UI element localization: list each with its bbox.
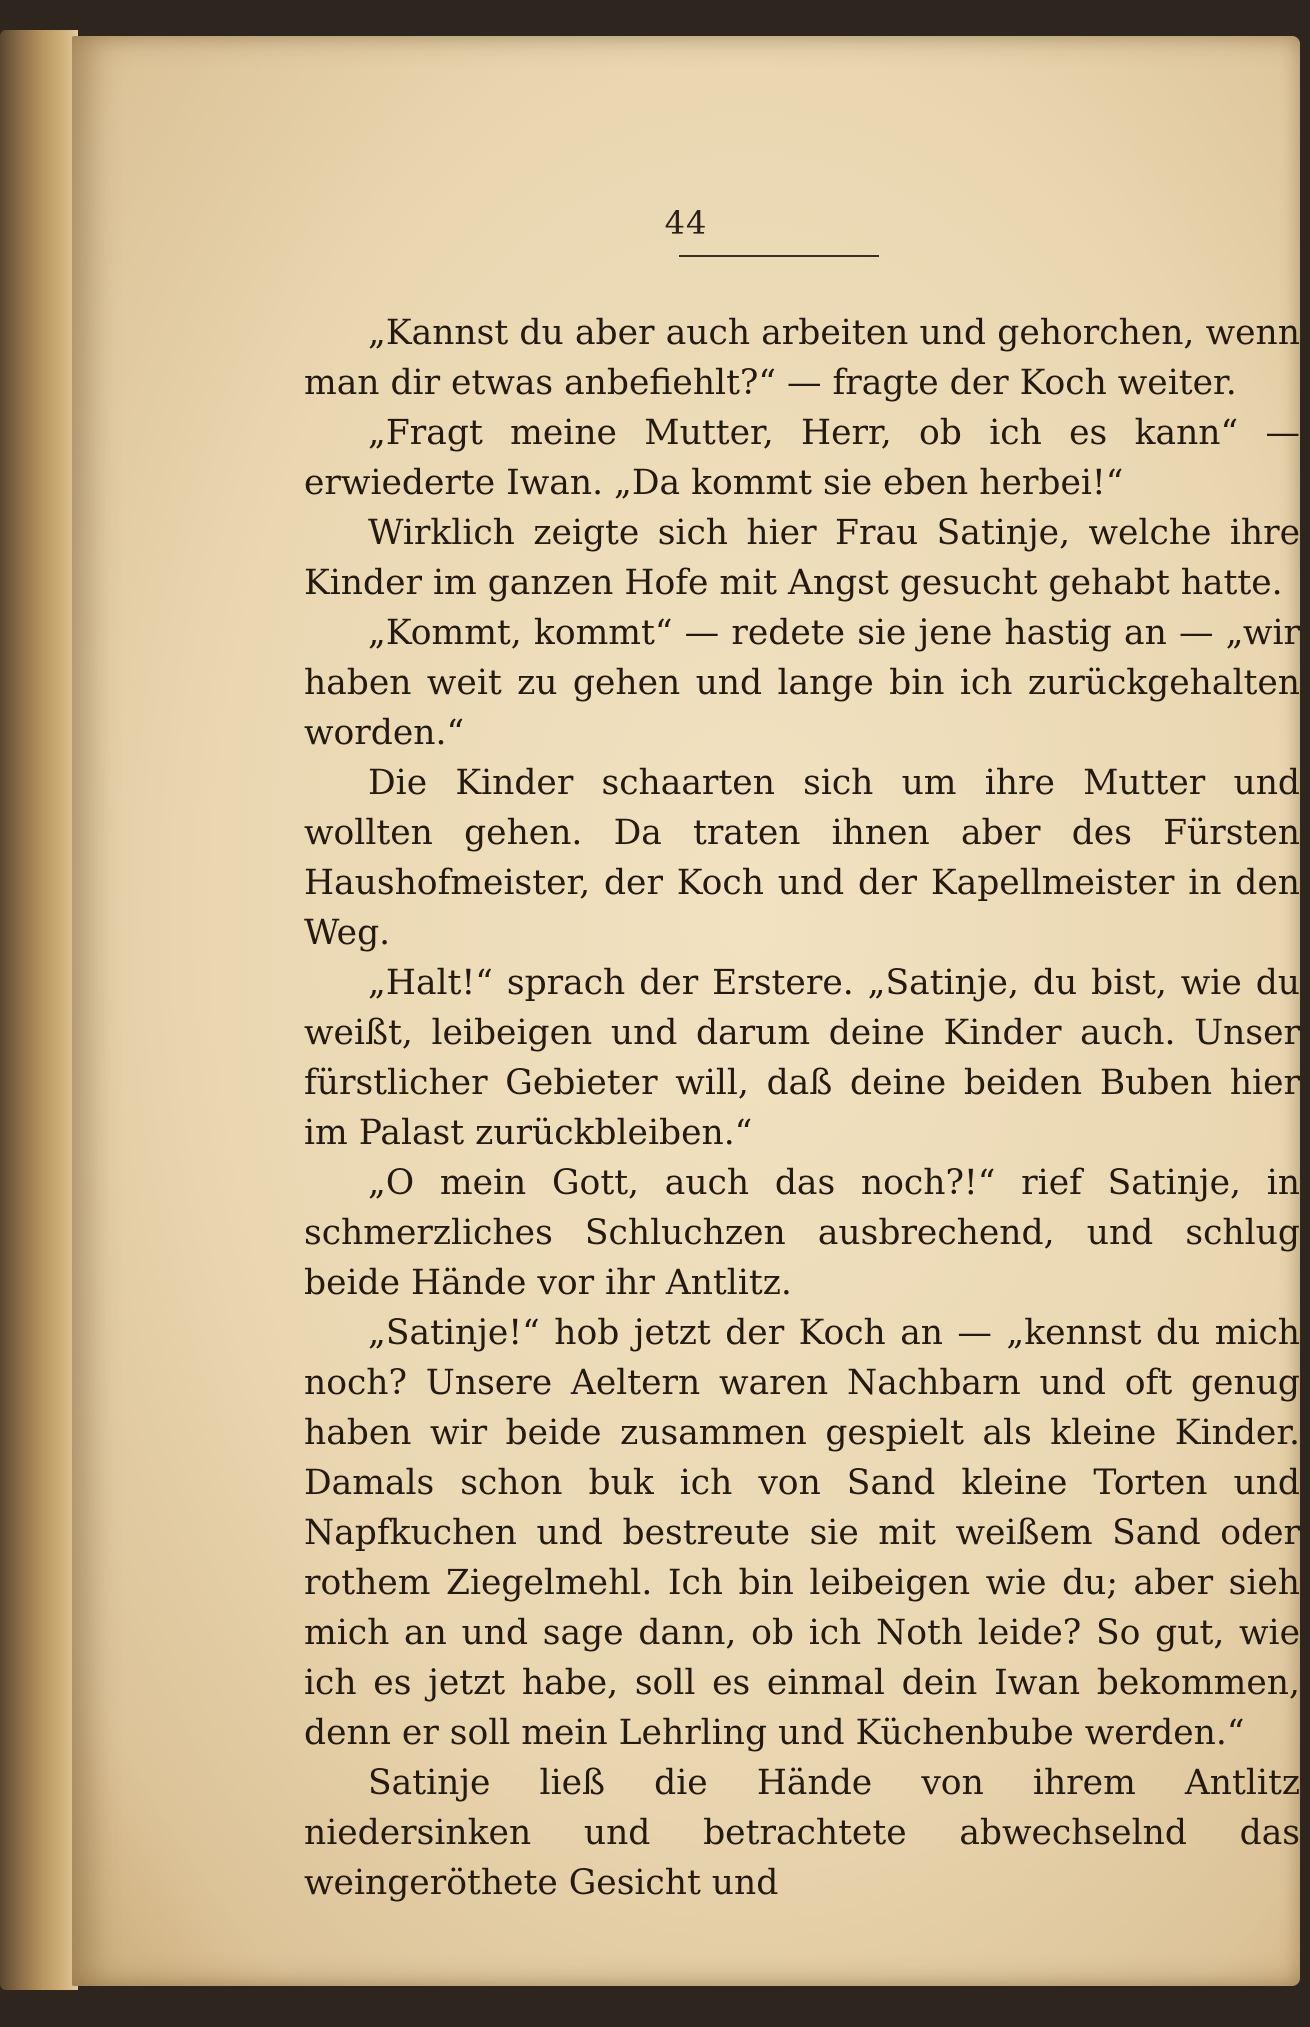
paragraph-6: „Halt!“ sprach der Erstere. „Satinje, du bist, wie du weißt, leibeigen und darum deine Kinder auch. Unser fürstlicher Gebieter will, daß deine beiden Buben hier im Palast zurückbleiben.“ xyxy=(304,963,1300,1153)
paragraph-2: „Fragt meine Mutter, Herr, ob ich es kann“ — erwiederte Iwan. „Da kommt sie eben herbei!“ xyxy=(304,413,1300,503)
header-rule xyxy=(679,255,879,257)
paragraph-8: „Satinje!“ hob jetzt der Koch an — „kennst du mich noch? Unsere Aeltern waren Nachbarn und oft genug haben wir beide zusammen gespielt als kleine Kinder. Damals schon buk ich von Sand kleine Torten und Napfkuchen und bestreute sie mit weißem Sand oder rothem Ziegelmehl. Ich bin leibeigen wie du; aber sieh mich an und sage dann, ob ich Noth leide? So gut, wie ich es jetzt habe, soll es einmal dein Iwan bekommen, denn er soll mein Lehrling und Küchenbube werden.“ xyxy=(304,1313,1300,1753)
book-page xyxy=(72,36,1300,1986)
paragraph-5: Die Kinder schaarten sich um ihre Mutter und wollten gehen. Da traten ihnen aber des Fürsten Haushofmeister, der Koch und der Kapellmeister in den Weg. xyxy=(304,763,1300,953)
body-text xyxy=(304,308,1300,1908)
paragraph-3: Wirklich zeigte sich hier Frau Satinje, welche ihre Kinder im ganzen Hofe mit Angst gesucht gehabt hatte. xyxy=(304,513,1300,603)
page-number: 44 xyxy=(664,204,708,242)
paragraph-7: „O mein Gott, auch das noch?!“ rief Satinje, in schmerzliches Schluchzen ausbrechend, und schlug beide Hände vor ihr Antlitz. xyxy=(304,1163,1300,1303)
book-spine-edge xyxy=(0,30,78,1990)
paragraph-9: Satinje ließ die Hände von ihrem Antlitz niedersinken und betrachtete abwechselnd das weingeröthete Gesicht und xyxy=(304,1763,1300,1903)
paragraph-4: „Kommt, kommt“ — redete sie jene hastig an — „wir haben weit zu gehen und lange bin ich zurückgehalten worden.“ xyxy=(304,613,1300,753)
paragraph-1: „Kannst du aber auch arbeiten und gehorchen, wenn man dir etwas anbefiehlt?“ — fragte der Koch weiter. xyxy=(304,313,1300,403)
